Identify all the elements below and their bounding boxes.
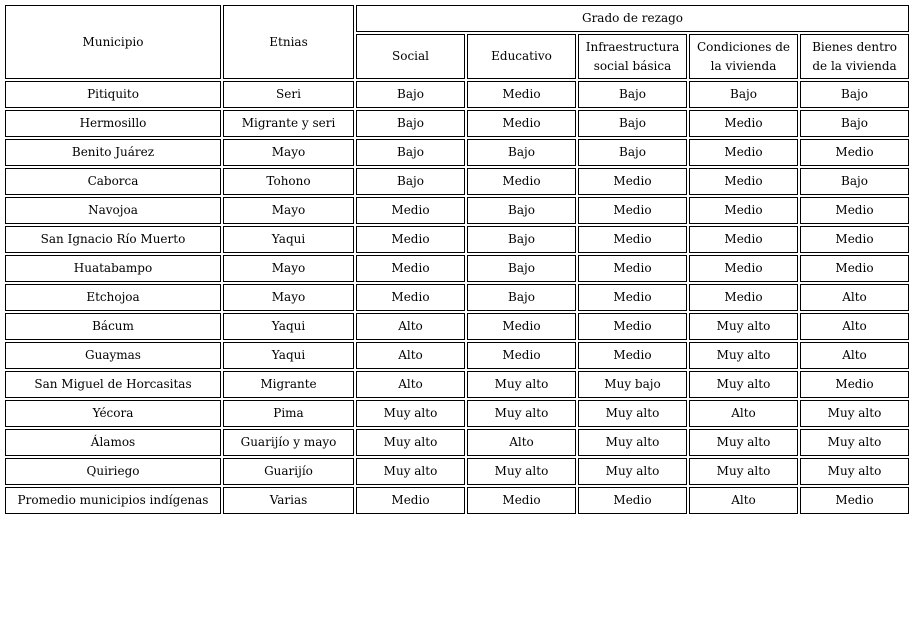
cell-infraestructura: Medio <box>578 197 687 224</box>
cell-social: Bajo <box>356 110 465 137</box>
cell-municipio: Guaymas <box>5 342 221 369</box>
cell-condiciones: Muy alto <box>689 313 798 340</box>
cell-condiciones: Medio <box>689 168 798 195</box>
cell-etnias: Mayo <box>223 197 354 224</box>
cell-municipio: San Miguel de Horcasitas <box>5 371 221 398</box>
cell-educativo: Muy alto <box>467 400 576 427</box>
cell-bienes: Muy alto <box>800 458 909 485</box>
cell-condiciones: Muy alto <box>689 371 798 398</box>
table-row <box>5 458 909 485</box>
cell-condiciones: Medio <box>689 110 798 137</box>
cell-educativo: Medio <box>467 313 576 340</box>
cell-municipio: Benito Juárez <box>5 139 221 166</box>
table-row <box>5 487 909 514</box>
cell-bienes: Medio <box>800 371 909 398</box>
cell-infraestructura: Bajo <box>578 81 687 108</box>
header-infraestructura: Infraestructura social básica <box>578 34 687 79</box>
cell-bienes: Alto <box>800 313 909 340</box>
cell-infraestructura: Medio <box>578 342 687 369</box>
table-row <box>5 110 909 137</box>
cell-bienes: Alto <box>800 342 909 369</box>
cell-condiciones: Muy alto <box>689 342 798 369</box>
cell-infraestructura: Muy alto <box>578 429 687 456</box>
cell-municipio: San Ignacio Río Muerto <box>5 226 221 253</box>
cell-infraestructura: Muy bajo <box>578 371 687 398</box>
cell-educativo: Bajo <box>467 226 576 253</box>
cell-etnias: Yaqui <box>223 226 354 253</box>
cell-bienes: Medio <box>800 226 909 253</box>
cell-infraestructura: Bajo <box>578 139 687 166</box>
cell-educativo: Medio <box>467 81 576 108</box>
cell-infraestructura: Medio <box>578 313 687 340</box>
cell-municipio: Caborca <box>5 168 221 195</box>
cell-municipio: Pitiquito <box>5 81 221 108</box>
cell-bienes: Medio <box>800 139 909 166</box>
table-row <box>5 342 909 369</box>
cell-bienes: Muy alto <box>800 429 909 456</box>
cell-bienes: Medio <box>800 197 909 224</box>
table-row <box>5 400 909 427</box>
header-educativo: Educativo <box>467 34 576 79</box>
cell-educativo: Medio <box>467 342 576 369</box>
cell-educativo: Medio <box>467 110 576 137</box>
cell-educativo: Bajo <box>467 197 576 224</box>
header-etnias: Etnias <box>223 5 354 79</box>
cell-infraestructura: Medio <box>578 168 687 195</box>
table-row <box>5 255 909 282</box>
cell-social: Alto <box>356 342 465 369</box>
cell-municipio: Quiriego <box>5 458 221 485</box>
cell-municipio: Álamos <box>5 429 221 456</box>
cell-etnias: Migrante y seri <box>223 110 354 137</box>
cell-etnias: Tohono <box>223 168 354 195</box>
cell-condiciones: Medio <box>689 255 798 282</box>
cell-condiciones: Alto <box>689 400 798 427</box>
cell-social: Alto <box>356 371 465 398</box>
cell-social: Muy alto <box>356 400 465 427</box>
cell-infraestructura: Medio <box>578 226 687 253</box>
cell-educativo: Muy alto <box>467 371 576 398</box>
cell-social: Bajo <box>356 81 465 108</box>
cell-etnias: Guarijío y mayo <box>223 429 354 456</box>
cell-social: Medio <box>356 255 465 282</box>
cell-municipio: Huatabampo <box>5 255 221 282</box>
cell-infraestructura: Bajo <box>578 110 687 137</box>
cell-condiciones: Alto <box>689 487 798 514</box>
cell-bienes: Bajo <box>800 168 909 195</box>
header-municipio: Municipio <box>5 5 221 79</box>
cell-bienes: Medio <box>800 487 909 514</box>
cell-infraestructura: Medio <box>578 284 687 311</box>
header-social: Social <box>356 34 465 79</box>
table-row <box>5 168 909 195</box>
cell-social: Medio <box>356 226 465 253</box>
header-condiciones: Condiciones de la vivienda <box>689 34 798 79</box>
table-row <box>5 226 909 253</box>
cell-condiciones: Muy alto <box>689 429 798 456</box>
cell-infraestructura: Medio <box>578 255 687 282</box>
cell-condiciones: Medio <box>689 226 798 253</box>
cell-educativo: Medio <box>467 487 576 514</box>
cell-municipio: Bácum <box>5 313 221 340</box>
cell-etnias: Migrante <box>223 371 354 398</box>
cell-bienes: Medio <box>800 255 909 282</box>
cell-etnias: Guarijío <box>223 458 354 485</box>
header-grado-de-rezago: Grado de rezago <box>356 5 909 32</box>
cell-municipio: Navojoa <box>5 197 221 224</box>
cell-social: Muy alto <box>356 429 465 456</box>
table-row <box>5 81 909 108</box>
cell-bienes: Alto <box>800 284 909 311</box>
cell-etnias: Pima <box>223 400 354 427</box>
cell-bienes: Muy alto <box>800 400 909 427</box>
cell-educativo: Alto <box>467 429 576 456</box>
cell-infraestructura: Medio <box>578 487 687 514</box>
cell-educativo: Bajo <box>467 284 576 311</box>
cell-etnias: Yaqui <box>223 313 354 340</box>
cell-condiciones: Medio <box>689 284 798 311</box>
cell-infraestructura: Muy alto <box>578 400 687 427</box>
cell-etnias: Varias <box>223 487 354 514</box>
cell-educativo: Muy alto <box>467 458 576 485</box>
cell-bienes: Bajo <box>800 81 909 108</box>
cell-municipio: Promedio municipios indígenas <box>5 487 221 514</box>
cell-etnias: Mayo <box>223 284 354 311</box>
table-row <box>5 429 909 456</box>
cell-social: Medio <box>356 197 465 224</box>
cell-condiciones: Medio <box>689 197 798 224</box>
cell-condiciones: Bajo <box>689 81 798 108</box>
table-row <box>5 371 909 398</box>
cell-municipio: Etchojoa <box>5 284 221 311</box>
table-row <box>5 284 909 311</box>
cell-etnias: Mayo <box>223 255 354 282</box>
cell-social: Medio <box>356 284 465 311</box>
cell-educativo: Medio <box>467 168 576 195</box>
table-row <box>5 139 909 166</box>
cell-condiciones: Medio <box>689 139 798 166</box>
cell-social: Alto <box>356 313 465 340</box>
cell-social: Bajo <box>356 139 465 166</box>
header-bienes: Bienes dentro de la vivienda <box>800 34 909 79</box>
cell-bienes: Bajo <box>800 110 909 137</box>
cell-etnias: Seri <box>223 81 354 108</box>
cell-social: Bajo <box>356 168 465 195</box>
cell-educativo: Bajo <box>467 255 576 282</box>
table-row <box>5 313 909 340</box>
table-row <box>5 197 909 224</box>
cell-social: Medio <box>356 487 465 514</box>
cell-etnias: Yaqui <box>223 342 354 369</box>
rezago-table <box>3 3 911 516</box>
cell-infraestructura: Muy alto <box>578 458 687 485</box>
cell-etnias: Mayo <box>223 139 354 166</box>
cell-condiciones: Muy alto <box>689 458 798 485</box>
cell-municipio: Hermosillo <box>5 110 221 137</box>
cell-social: Muy alto <box>356 458 465 485</box>
cell-educativo: Bajo <box>467 139 576 166</box>
header-row-1 <box>5 5 909 32</box>
cell-municipio: Yécora <box>5 400 221 427</box>
